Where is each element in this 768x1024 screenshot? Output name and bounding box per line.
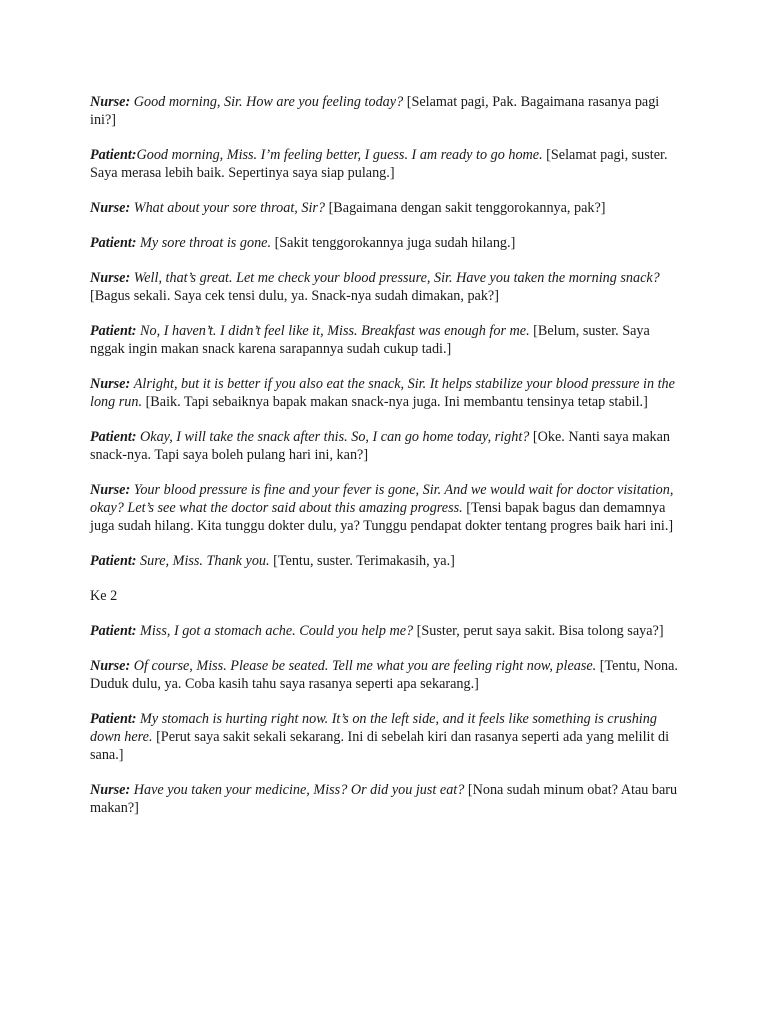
dialogue-line (90, 622, 680, 640)
english-text: What about your sore throat, Sir? (133, 200, 326, 216)
translation-text: [Baik. Tapi sebaiknya bapak makan snack-nya juga. Ini membantu tensinya tetap stabil.] (145, 394, 648, 410)
speaker-label: Patient: (90, 147, 137, 163)
english-text: Miss, I got a stomach ache. Could you help me? (140, 623, 414, 639)
translation-text: [Tentu, suster. Terimakasih, ya.] (273, 553, 455, 569)
speaker-label: Nurse: (90, 376, 131, 392)
translation-text: [Tentu, Nona. Duduk dulu, ya. Coba kasih tahu saya rasanya seperti apa sekarang.] (90, 658, 678, 692)
dialogue-line (90, 199, 680, 217)
translation-text: [Oke. Nanti saya makan snack-nya. Tapi saya boleh pulang hari ini, kan?] (90, 429, 671, 463)
translation-text: [Selamat pagi, Pak. Bagaimana rasanya pagi ini?] (90, 94, 660, 128)
english-text: Okay, I will take the snack after this. So, I can go home today, right? (140, 429, 530, 445)
english-text: Good morning, Miss. I’m feeling better, I guess. I am ready to go home. (136, 147, 543, 163)
speaker-label: Patient: (90, 323, 137, 339)
translation-text: [Perut saya sakit sekali sekarang. Ini di sebelah kiri dan rasanya seperti ada yang melilit di sana.] (90, 729, 670, 763)
english-text: Sure, Miss. Thank you. (140, 553, 270, 569)
english-text: My sore throat is gone. (140, 235, 272, 251)
english-text: Of course, Miss. Please be seated. Tell me what you are feeling right now, please. (133, 658, 597, 674)
translation-text: [Belum, suster. Saya nggak ingin makan snack karena sarapannya sudah cukup tadi.] (90, 323, 650, 357)
english-text: Have you taken your medicine, Miss? Or did you just eat? (133, 782, 465, 798)
speaker-label: Patient: (90, 711, 137, 727)
speaker-label: Patient: (90, 235, 137, 251)
speaker-label: Nurse: (90, 200, 131, 216)
english-text: Your blood pressure is fine and your fever is gone, Sir. And we would wait for doctor visitation, okay? Let’s see what the doctor said about this amazing progress. (90, 482, 674, 516)
speaker-label: Patient: (90, 623, 137, 639)
speaker-label: Nurse: (90, 482, 131, 498)
speaker-label: Patient: (90, 553, 137, 569)
dialogue-line (90, 322, 680, 358)
english-text: Alright, but it is better if you also eat the snack, Sir. It helps stabilize your blood pressure in the long run. (90, 376, 675, 410)
english-text: Well, that’s great. Let me check your blood pressure, Sir. Have you taken the morning snack? (133, 270, 660, 286)
speaker-label: Patient: (90, 429, 137, 445)
dialogue-line (90, 781, 680, 817)
dialogue-line (90, 146, 680, 182)
dialogue-line (90, 481, 680, 535)
translation-text: [Sakit tenggorokannya juga sudah hilang.] (274, 235, 516, 251)
translation-text: [Suster, perut saya sakit. Bisa tolong saya?] (416, 623, 664, 639)
translation-text: [Tensi bapak bagus dan demamnya juga sudah hilang. Kita tunggu dokter dulu, ya? Tunggu pendapat dokter tentang progres baik hari ini.] (90, 500, 674, 534)
document-page (90, 93, 680, 834)
english-text: Good morning, Sir. How are you feeling today? (133, 94, 404, 110)
speaker-label: Nurse: (90, 658, 131, 674)
translation-text: [Selamat pagi, suster. Saya merasa lebih baik. Sepertinya saya siap pulang.] (90, 147, 668, 181)
speaker-label: Nurse: (90, 270, 131, 286)
speaker-label: Nurse: (90, 94, 131, 110)
dialogue-line (90, 93, 680, 129)
translation-text: [Bagaimana dengan sakit tenggorokannya, pak?] (328, 200, 606, 216)
translation-text: [Nona sudah minum obat? Atau baru makan?] (90, 782, 678, 816)
dialogue-line (90, 234, 680, 252)
dialogue-line (90, 375, 680, 411)
dialogue-line (90, 269, 680, 305)
translation-text: [Bagus sekali. Saya cek tensi dulu, ya. Snack-nya sudah dimakan, pak?] (90, 288, 499, 304)
speaker-label: Nurse: (90, 782, 131, 798)
dialogue-line (90, 428, 680, 464)
dialogue-line (90, 552, 680, 570)
english-text: My stomach is hurting right now. It’s on the left side, and it feels like something is crushing down here. (90, 711, 657, 745)
english-text: No, I haven’t. I didn’t feel like it, Miss. Breakfast was enough for me. (140, 323, 530, 339)
dialogue-line (90, 710, 680, 764)
dialogue-line (90, 657, 680, 693)
section-label: Ke 2 (90, 588, 118, 604)
